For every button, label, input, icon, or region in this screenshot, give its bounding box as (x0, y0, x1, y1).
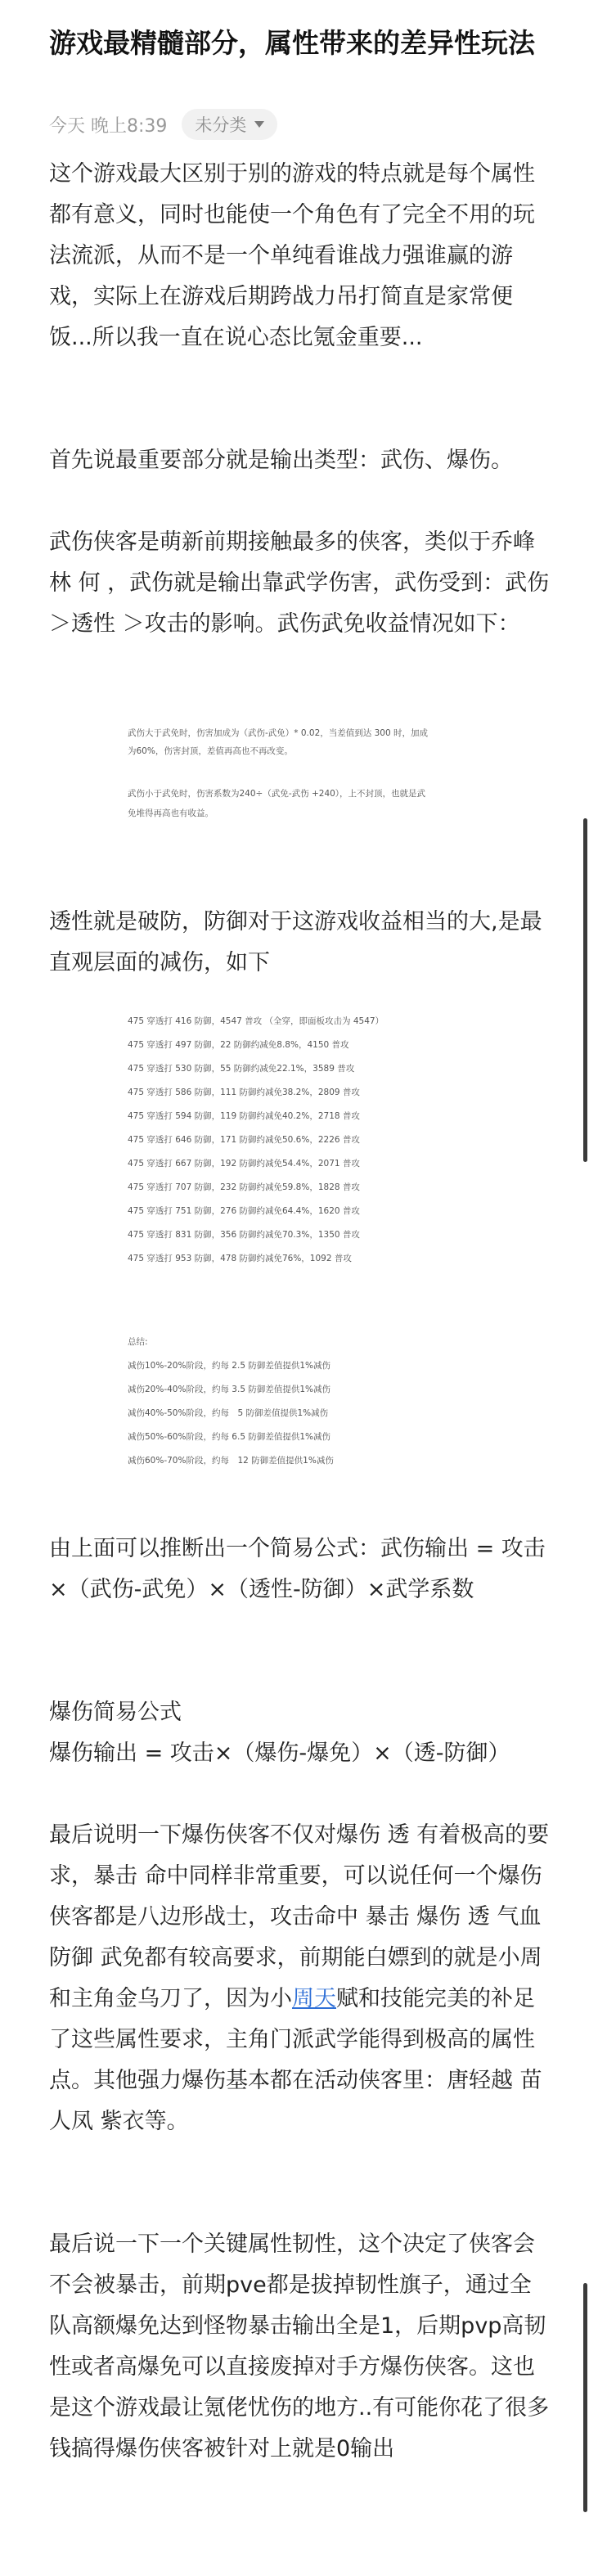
paragraph-crit-heroes (49, 1815, 550, 2142)
defense-row: 475 穿透打 646 防御，171 防御约减免50.6%，2226 普攻 (128, 1135, 360, 1145)
summary-row: 减伤20%-40%阶段，约每 3.5 防御差值提供1%减伤 (128, 1385, 330, 1394)
paragraph-intro: 这个游戏最大区别于别的游戏的特点就是每个属性都有意义，同时也能使一个角色有了完全不用的玩法流派，从而不是一个单纯看谁战力强谁赢的游戏，实际上在游戏后期跨战力吊打简直是家常便饭...所以我一直在说心态比氪金重要... (49, 161, 535, 350)
defense-row: 475 穿透打 530 防御，55 防御约减免22.1%，3589 普攻 (128, 1064, 355, 1074)
paragraph-output-types: 首先说最重要部分就是输出类型：武伤、爆伤。 (49, 448, 513, 473)
summary-row: 减伤40%-50%阶段，约每 5 防御差值提供1%减伤 (128, 1408, 329, 1418)
summary-row: 减伤50%-60%阶段，约每 6.5 防御差值提供1%减伤 (128, 1432, 330, 1442)
defense-table-image (128, 1015, 488, 1489)
category-label: 未分类 (195, 115, 247, 135)
article-meta (49, 108, 277, 141)
defense-row: 475 穿透打 586 防御，111 防御约减免38.2%，2809 普攻 (128, 1088, 360, 1097)
paragraph-formula: 由上面可以推断出一个简易公式：武伤输出 = 攻击×（武伤-武免）×（透性-防御）×武学系数 (49, 1536, 546, 1602)
zhoutian-link[interactable]: 周天 (292, 1986, 336, 2011)
chevron-down-icon (254, 121, 264, 128)
summary-label: 总结: (128, 1337, 148, 1347)
paragraph-wushang: 武伤侠客是萌新前期接触最多的侠客，类似于乔峰 林 何 ，武伤就是输出靠武学伤害，武伤受到：武伤＞透性 ＞攻击的影响。武伤武免收益情况如下： (49, 529, 550, 637)
defense-row: 475 穿透打 707 防御，232 防御约减免59.8%，1828 普攻 (128, 1182, 360, 1192)
defense-row: 475 穿透打 953 防御，478 防御约减免76%，1092 普攻 (128, 1254, 352, 1263)
paragraph-crit-formula: 爆伤简易公式 爆伤输出 = 攻击×（爆伤-爆免）×（透-防御） (49, 1700, 510, 1766)
crit-heroes-text-cont: 赋和技能完美的补足了这些属性要求，主角门派武学能得到极高的属性点。其他强力爆伤基本都在活动侠客里：唐轻越 苗人凤 紫衣等。 (49, 1986, 542, 2134)
scrollbar-thumb[interactable] (583, 818, 587, 1162)
crit-heroes-text: 最后说明一下爆伤侠客不仅对爆伤 透 有着极高的要求，暴击 命中同样非常重要，可以说任何一个爆伤侠客都是八边形战士，攻击命中 暴击 爆伤 透 气血 防御 武免都有较高要求，前期能白嫖到的就是小周和主角金乌刀了，因为小 (49, 1822, 550, 2011)
paragraph-toughness: 最后说一下一个关键属性韧性，这个决定了侠客会不会被暴击，前期pve都是拔掉韧性旗子，通过全队高额爆免达到怪物暴击输出全是1，后期pvp高韧性或者高爆免可以直接废掉对手方爆伤侠客。这也是这个游戏最让氪佬忧伤的地方..有可能你花了很多钱搞得爆伤侠客被针对上就是0输出 (49, 2231, 550, 2461)
category-dropdown[interactable] (182, 109, 277, 140)
wushang-rule-line: 免堆得再高也有收益。 (128, 808, 214, 818)
wushang-rule-line: 武伤小于武免时，伤害系数为240÷（武免-武伤 +240），上不封顶，也就是武 (128, 789, 426, 799)
defense-row: 475 穿透打 497 防御，22 防御约减免8.8%，4150 普攻 (128, 1040, 349, 1050)
wushang-rule-line: 武伤大于武免时，伤害加成为（武伤-武免）* 0.02，当差值到达 300 时，加成 (128, 728, 428, 738)
post-time: 今天 晚上8:39 (49, 115, 168, 137)
paragraph-penetration: 透性就是破防，防御对于这游戏收益相当的大,是最直观层面的减伤，如下 (49, 909, 542, 975)
wushang-rule-line: 为60%，伤害封顶，差值再高也不再改变。 (128, 746, 293, 756)
summary-row: 减伤60%-70%阶段，约每 12 防御差值提供1%减伤 (128, 1456, 334, 1466)
defense-row: 475 穿透打 751 防御，276 防御约减免64.4%，1620 普攻 (128, 1206, 360, 1216)
scrollbar-thumb-lower[interactable] (583, 2283, 587, 2512)
defense-row: 475 穿透打 416 防御，4547 普攻 （全穿，即面板攻击为 4547） (128, 1016, 384, 1026)
defense-row: 475 穿透打 594 防御，119 防御约减免40.2%，2718 普攻 (128, 1111, 360, 1121)
article-title: 游戏最精髓部分，属性带来的差异性玩法 (49, 27, 535, 59)
defense-row: 475 穿透打 667 防御，192 防御约减免54.4%，2071 普攻 (128, 1159, 360, 1169)
summary-row: 减伤10%-20%阶段，约每 2.5 防御差值提供1%减伤 (128, 1361, 330, 1371)
defense-row: 475 穿透打 831 防御，356 防御约减免70.3%，1350 普攻 (128, 1230, 360, 1240)
wushang-rules-image (128, 727, 488, 858)
